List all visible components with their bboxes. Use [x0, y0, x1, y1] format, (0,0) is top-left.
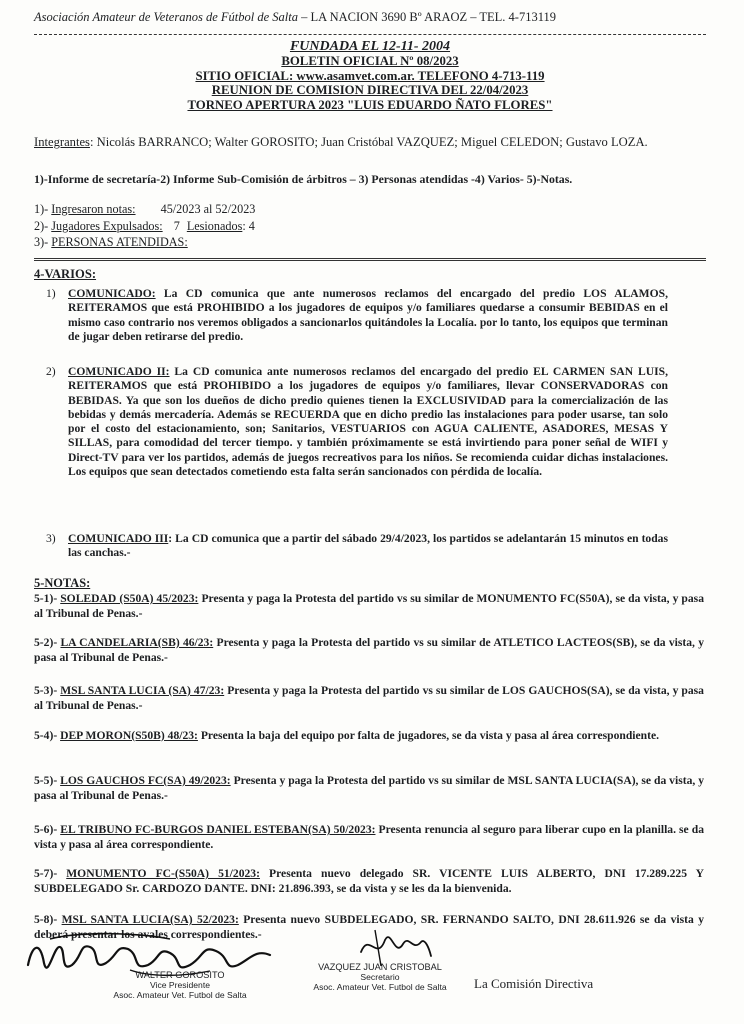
- expulsados-value: 7: [173, 219, 180, 233]
- left-signatory-org: Asoc. Amateur Vet. Futbol de Salta: [113, 990, 247, 1000]
- left-signatory: [100, 970, 260, 1000]
- association-name: Asociación Amateur de Veteranos de Fútbol de Salta: [34, 10, 298, 24]
- tournament-title: TORNEO APERTURA 2023 "LUIS EDUARDO ÑATO FLORES": [187, 97, 553, 112]
- right-signatory-role: Secretario: [360, 972, 400, 982]
- personas-summary: 3)- PERSONAS ATENDIDAS:: [34, 235, 188, 249]
- lesionados-label: Lesionados: [186, 219, 243, 233]
- nota-text: Presenta la baja del equipo por falta de jugadores, se da vista y pasa al área correspondiente.: [197, 729, 659, 742]
- nota-item: 5-2)- LA CANDELARIA(SB) 46/23: Presenta y paga la Protesta del partido vs su similar de ATLETICO LACTEOS(SB), se da vista, y pasa al Tribunal de Penas.-: [34, 636, 704, 665]
- varios-item-3: 3) COMUNICADO III: La CD comunica que a partir del sábado 29/4/2023, los partidos se adelantarán 15 minutos en todas las canchas.-: [46, 532, 668, 560]
- lesionados-value: : 4: [242, 219, 255, 233]
- left-signatory-name: WALTER GOROSITO: [135, 970, 225, 980]
- nota-label: EL TRIBUNO FC-BURGOS DANIEL ESTEBAN(SA) 50/2023:: [60, 823, 376, 836]
- varios-item-2: 2) COMUNICADO II: La CD comunica ante numerosos reclamos del encargado del predio EL CARMEN SAN LUIS, REITERAMOS que está PROHIBIDO a los jugadores de equipos y/o familiares, llevar CONSERVADORAS con BEBIDAS. Ya que son los dueños de dicho predio quienes tienen la EXCLUSIVIDAD para la comercialización de las bebidas y demás mercadería. Además se RECUERDA que en dicho predio las instalaciones para poder usarse, tan solo por el costo del estacionamiento, son; Sanitarios, VESTUARIOS con AGUA CALIENTE, ASADORES, MESAS Y SILLAS, para comodidad del tercer tiempo. y también próximamente se está invirtiendo para poner señal de WIFI y Direct-TV para ver los partidos, además de juegos recreativos para los niños. Se recomienda cuidar dichas instalaciones. Los equipos que sean detectados cometiendo esta falta serán sancionados con pérdida de localía.: [46, 365, 668, 479]
- nota-text: Presenta y paga la Protesta del partido vs su similar de ATLETICO LACTEOS(SB), se da vista, y pasa al Tribunal de Penas.-: [34, 636, 704, 665]
- header-divider: [34, 34, 706, 35]
- varios-item-text: La CD comunica que ante numerosos reclamos del encargado del predio LOS ALAMOS, REITERAMOS que está PROHIBIDO a los jugadores de equipos y/o familiares quedarse a consumir BEBIDAS en el mismo caso contrario nos veremos obligados a sancionarlos quitándoles la Localía. por lo tanto, los equipos que terminan de jugar deben retirarse del predio.: [68, 287, 668, 343]
- varios-item-text: La CD comunica ante numerosos reclamos del encargado del predio EL CARMEN SAN LUIS, REITERAMOS que está PROHIBIDO a los jugadores de equipos y/o familiares, llevar CONSERVADORAS con BEBIDAS. Ya que son los dueños de dicho predio quienes tienen la EXCLUSIVIDAD para la comercialización de las bebidas y demás mercadería. Además se RECUERDA que en dicho predio las instalaciones para poder usarse, tan solo por el costo del estacionamiento, son; Sanitarios, VESTUARIOS con AGUA CALIENTE, ASADORES, MESAS Y SILLAS, para comodidad del tercer tiempo. y también próximamente se está invirtiendo para poner señal de WIFI y Direct-TV para ver los partidos, además de juegos recreativos para los niños. Se recomienda cuidar dichas instalaciones. Los equipos que sean detectados cometiendo esta falta serán sancionados con pérdida de localía.: [68, 365, 668, 479]
- nota-label: LOS GAUCHOS FC(SA) 49/2023:: [60, 774, 231, 787]
- right-signatory-name: VAZQUEZ JUAN CRISTOBAL: [318, 962, 442, 972]
- comision-directiva: La Comisión Directiva: [474, 976, 594, 991]
- expulsados-summary: 2)- Jugadores Expulsados: 7 Lesionados: 4: [34, 219, 255, 233]
- association-address: – LA NACION 3690 Bº ARAOZ – TEL. 4-713119: [301, 10, 557, 24]
- nota-item: 5-3)- MSL SANTA LUCIA (SA) 47/23: Presenta y paga la Protesta del partido vs su similar de LOS GAUCHOS(SA), se da vista, y pasa al Tribunal de Penas.-: [34, 684, 704, 713]
- nota-text: Presenta nuevo SUBDELEGADO, SR. FERNANDO SALTO, DNI 28.611.926 se da vista y deberá presentar los avales correspondientes.-: [34, 913, 704, 942]
- section-divider: [34, 258, 706, 261]
- expulsados-label: Jugadores Expulsados:: [51, 219, 163, 233]
- varios-item-label: COMUNICADO II:: [68, 365, 170, 378]
- nota-label: MSL SANTA LUCIA (SA) 47/23:: [60, 684, 225, 697]
- nota-text: Presenta y paga la Protesta del partido vs su similar de LOS GAUCHOS(SA), se da vista, y pasa al Tribunal de Penas.-: [34, 684, 704, 713]
- nota-label: SOLEDAD (S50A) 45/2023:: [60, 592, 199, 605]
- document-header: [34, 10, 704, 25]
- nota-item: 5-6)- EL TRIBUNO FC-BURGOS DANIEL ESTEBAN(SA) 50/2023: Presenta renuncia al seguro para liberar cupo en la planilla. se da vista y pasa al área correspondiente.: [34, 823, 704, 852]
- notas-title: 5-NOTAS:: [34, 576, 91, 590]
- nota-text: Presenta y paga la Protesta del partido vs su similar de MONUMENTO FC(S50A), se da vista, y pasa al Tribunal de Penas.-: [34, 592, 704, 621]
- right-signatory-org: Asoc. Amateur Vet. Futbol de Salta: [313, 982, 447, 992]
- nota-label: DEP MORON(S50B) 48/23:: [60, 729, 198, 742]
- bulletin-number: BOLETIN OFICIAL Nº 08/2023: [281, 54, 459, 69]
- nota-text: Presenta nuevo delegado SR. VICENTE LUIS ALBERTO, DNI 17.289.225 Y SUBDELEGADO Sr. CARDOZO DANTE. DNI: 21.896.393, se da vista y se les da la bienvenida.: [34, 867, 704, 896]
- members-list: : Nicolás BARRANCO; Walter GOROSITO; Juan Cristóbal VAZQUEZ; Miguel CELEDON; Gustavo LOZA.: [89, 135, 648, 149]
- meeting-title: REUNION DE COMISION DIRECTIVA DEL 22/04/2023: [211, 83, 529, 98]
- notas-label: Ingresaron notas:: [51, 202, 136, 216]
- nota-label: MONUMENTO FC-(S50A) 51/2023:: [66, 867, 260, 880]
- left-signatory-role: Vice Presidente: [149, 980, 211, 990]
- nota-text: Presenta y paga la Protesta del partido vs su similar de MSL SANTA LUCIA(SA), se da vista, y pasa al Tribunal de Penas.-: [34, 774, 705, 803]
- personas-label: PERSONAS ATENDIDAS:: [51, 235, 188, 249]
- nota-item: 5-5)- LOS GAUCHOS FC(SA) 49/2023: Presenta y paga la Protesta del partido vs su similar de MSL SANTA LUCIA(SA), se da vista, y pasa al Tribunal de Penas.-: [34, 774, 705, 803]
- nota-label: MSL SANTA LUCIA(SA) 52/2023:: [61, 913, 239, 926]
- title-block: [40, 40, 700, 112]
- founded-date: FUNDADA EL 12-11- 2004: [289, 39, 451, 54]
- varios-item-text: : La CD comunica que a partir del sábado 29/4/2023, los partidos se adelantarán 15 minutos en todas las canchas.-: [68, 532, 668, 560]
- agenda-line: 1)-Informe de secretaría-2) Informe Sub-Comisión de árbitros – 3) Personas atendidas -4) Varios- 5)-Notas.: [34, 172, 573, 186]
- nota-label: LA CANDELARIA(SB) 46/23:: [60, 636, 214, 649]
- nota-text: Presenta renuncia al seguro para liberar cupo en la planilla. se da vista y pasa al área correspondiente.: [34, 823, 704, 852]
- members-paragraph: [34, 135, 702, 151]
- nota-item: 5-1)- SOLEDAD (S50A) 45/2023: Presenta y paga la Protesta del partido vs su similar de MONUMENTO FC(S50A), se da vista, y pasa al Tribunal de Penas.-: [34, 592, 704, 621]
- varios-item-label: COMUNICADO:: [68, 287, 156, 300]
- official-site: SITIO OFICIAL: www.asamvet.com.ar. TELEFONO 4-713-119: [195, 68, 545, 83]
- varios-title: 4-VARIOS:: [34, 267, 97, 281]
- varios-item-1: 1) COMUNICADO: La CD comunica que ante numerosos reclamos del encargado del predio LOS ALAMOS, REITERAMOS que está PROHIBIDO a los jugadores de equipos y/o familiares quedarse a consumir BEBIDAS en el mismo caso contrario nos veremos obligados a sancionarlos quitándoles la Localía. por lo tanto, los equipos que terminan de jugar deben retirarse del predio.: [46, 287, 668, 343]
- nota-item: 5-8)- MSL SANTA LUCIA(SA) 52/2023: Presenta nuevo SUBDELEGADO, SR. FERNANDO SALTO, DNI 28.611.926 se da vista y deberá presentar los avales correspondientes.-: [34, 913, 704, 942]
- members-label: Integrantes: [34, 135, 90, 149]
- nota-item: 5-4)- DEP MORON(S50B) 48/23: Presenta la baja del equipo por falta de jugadores, se da vista y pasa al área correspondiente.: [34, 729, 659, 742]
- notas-value: 45/2023 al 52/2023: [160, 202, 256, 216]
- notas-summary: 1)- Ingresaron notas: 45/2023 al 52/2023: [34, 202, 256, 216]
- nota-item: 5-7)- MONUMENTO FC-(S50A) 51/2023: Presenta nuevo delegado SR. VICENTE LUIS ALBERTO, DNI 17.289.225 Y SUBDELEGADO Sr. CARDOZO DANTE. DNI: 21.896.393, se da vista y se les da la bienvenida.: [34, 867, 704, 896]
- varios-item-label: COMUNICADO III: [68, 532, 169, 545]
- right-signatory: [300, 962, 460, 992]
